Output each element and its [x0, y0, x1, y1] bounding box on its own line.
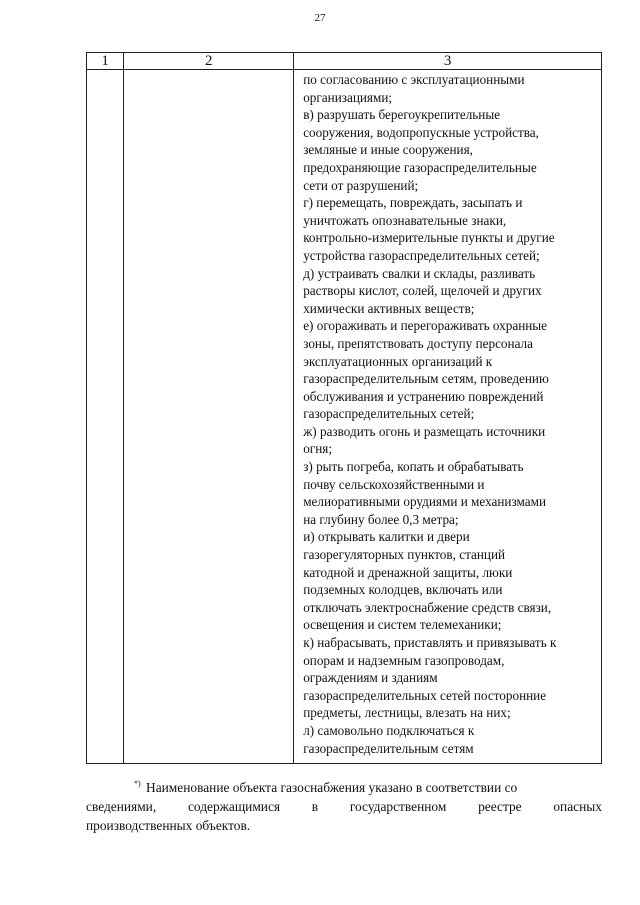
text-line: обслуживания и устранению повреждений: [303, 388, 544, 404]
text-line: газораспределительных сетей;: [303, 406, 475, 422]
text-line: по согласованию с эксплуатационными: [303, 72, 525, 87]
text-line: газораспределительным сетям: [303, 740, 474, 756]
text-line: газораспределительным сетям, проведению: [303, 371, 549, 387]
text-line: опорам и надземным газопроводам,: [303, 652, 505, 668]
text-line: земляные и иные сооружения,: [303, 142, 473, 158]
text-line: е) огораживать и перегораживать охранные: [303, 318, 548, 334]
column-header-1: 1: [87, 53, 124, 70]
text-line: химически активных веществ;: [303, 300, 475, 316]
text-line: организациями;: [303, 89, 393, 105]
text-line: сети от разрушений;: [303, 177, 419, 193]
text-line: газораспределительных сетей посторонние: [303, 687, 547, 703]
text-line: на глубину более 0,3 метра;: [303, 511, 459, 527]
footnote-word: опасных: [553, 799, 602, 814]
text-line: почву сельскохозяйственными и: [303, 476, 485, 492]
text-line: г) перемещать, повреждать, засыпать и: [303, 195, 523, 211]
footnote-word: сведениями,: [86, 799, 157, 814]
text-line: катодной и дренажной защиты, люки: [303, 564, 513, 580]
text-line: к) набрасывать, приставлять и привязывать к: [303, 635, 557, 650]
footnote-word: в: [311, 799, 319, 814]
requirements-table: [86, 52, 602, 764]
footnote-marker: *): [134, 779, 141, 788]
text-line: контрольно-измерительные пункты и другие: [303, 230, 555, 246]
text-line: предметы, лестницы, влезать на них;: [303, 705, 511, 721]
cell-column-3: [294, 70, 602, 764]
text-line: уничтожать опознавательные знаки,: [303, 212, 507, 228]
text-line: д) устраивать свалки и склады, разливать: [303, 265, 536, 281]
table-row: [87, 70, 602, 764]
footnote-word: содержащимися: [187, 799, 281, 814]
footnote-line-3: производственных объектов.: [86, 818, 251, 833]
footnote-word: государственном: [349, 799, 447, 814]
text-line: л) самовольно подключаться к: [303, 722, 475, 738]
text-line: сооружения, водопропускные устройства,: [303, 124, 539, 140]
text-line: устройства газораспределительных сетей;: [303, 247, 540, 263]
footnote-word: реестре: [478, 799, 522, 814]
cell-column-1: [87, 70, 124, 764]
text-line: з) рыть погреба, копать и обрабатывать: [303, 459, 524, 475]
column-header-3: 3: [294, 53, 602, 70]
table-header-row: [87, 53, 602, 70]
text-line: эксплуатационных организаций к: [303, 353, 493, 369]
text-line: ж) разводить огонь и размещать источники: [303, 423, 546, 439]
column-header-2: 2: [124, 53, 294, 70]
text-line: предохраняющие газораспределительные: [303, 159, 537, 175]
text-line: огня;: [303, 441, 332, 457]
footnote-line-1: [86, 774, 602, 797]
text-line: газорегуляторных пунктов, станций: [303, 547, 506, 563]
cell-column-2: [124, 70, 294, 764]
footnote-text: Наименование объекта газоснабжения указано в соответствии со: [146, 780, 518, 795]
footnote: [86, 774, 602, 835]
page-number: 27: [314, 12, 326, 24]
text-line: и) открывать калитки и двери: [303, 529, 470, 545]
footnote-line-2: [86, 797, 602, 816]
text-line: растворы кислот, солей, щелочей и других: [303, 283, 542, 299]
text-line: в) разрушать берегоукрепительные: [303, 107, 501, 123]
text-line: мелиоративными орудиями и механизмами: [303, 494, 546, 510]
text-line: зоны, препятствовать доступу персонала: [303, 335, 533, 351]
text-line: ограждениям и зданиям: [303, 670, 438, 686]
text-line: освещения и систем телемеханики;: [303, 617, 502, 633]
text-line: подземных колодцев, включать или: [303, 582, 503, 598]
text-line: отключать электроснабжение средств связи,: [303, 599, 552, 615]
